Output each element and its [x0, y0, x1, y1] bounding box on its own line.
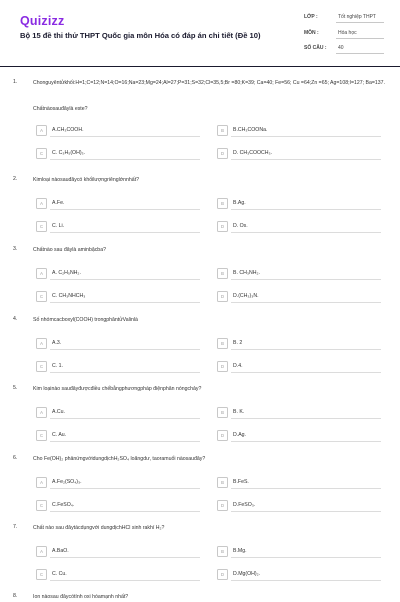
option-underline: [50, 232, 200, 233]
option-letter-box: D: [217, 500, 228, 511]
question-number: 8.: [13, 593, 18, 599]
option-letter-box: B: [217, 546, 228, 557]
quizizz-logo: Quizizz: [20, 14, 65, 28]
option-letter-box: D: [217, 361, 228, 372]
option-letter-box: D: [217, 291, 228, 302]
meta-value: Hóa học: [338, 30, 357, 36]
option-underline: [50, 488, 200, 489]
question-number: 6.: [13, 455, 18, 461]
option-underline: [231, 302, 381, 303]
answer-option[interactable]: [217, 125, 382, 136]
option-underline: [50, 136, 200, 137]
answer-option[interactable]: [36, 407, 201, 418]
question-number: 4.: [13, 316, 18, 322]
option-text: C. Au.: [52, 431, 67, 438]
meta-row: [304, 30, 384, 40]
option-underline: [231, 511, 381, 512]
option-letter-box: A: [36, 125, 47, 136]
option-underline: [50, 209, 200, 210]
option-underline: [231, 372, 381, 373]
answer-option[interactable]: [36, 338, 201, 349]
meta-value: 40: [338, 45, 344, 51]
question-text: Số nhómcacboxyl(COOH) trongphântửValinlà: [33, 317, 138, 323]
option-underline: [231, 349, 381, 350]
option-text: C. Li.: [52, 222, 65, 229]
answer-option[interactable]: [36, 500, 201, 511]
answer-option[interactable]: [217, 477, 382, 488]
option-underline: [231, 418, 381, 419]
option-text: A.3.: [52, 339, 62, 346]
option-underline: [50, 580, 200, 581]
option-letter-box: C: [36, 221, 47, 232]
answer-option[interactable]: [36, 221, 201, 232]
answer-option[interactable]: [217, 569, 382, 580]
option-text: B.FeS.: [233, 478, 249, 485]
option-underline: [231, 580, 381, 581]
meta-row: [304, 45, 384, 55]
option-underline: [231, 488, 381, 489]
answer-option[interactable]: [217, 148, 382, 159]
option-underline: [50, 372, 200, 373]
option-text: B.Ag.: [233, 199, 246, 206]
option-text: C. 1.: [52, 362, 63, 369]
option-text: A.Fe₂(SO₄)₃.: [52, 478, 82, 485]
question-text: Chonguyêntửkhối:H=1;C=12;N=14;O=16;Na=23;Mg=24;Al=27;P=31;S=32;Cl=35,5;Br =80;K=39; Ca=40; Fe=56; Cu =64;Zn =65; Ag=108;I=127; Ba=137.: [33, 80, 386, 86]
answer-option[interactable]: [36, 477, 201, 488]
option-text: D. CH₃COOCH₃.: [233, 149, 273, 156]
answer-option[interactable]: [36, 291, 201, 302]
answer-option[interactable]: [36, 430, 201, 441]
option-letter-box: C: [36, 291, 47, 302]
option-underline: [231, 279, 381, 280]
answer-option[interactable]: [36, 361, 201, 372]
option-underline: [50, 159, 200, 160]
answer-option[interactable]: [36, 198, 201, 209]
option-letter-box: A: [36, 407, 47, 418]
option-letter-box: C: [36, 361, 47, 372]
option-text: D.FeSO₃.: [233, 501, 256, 508]
option-underline: [231, 557, 381, 558]
option-text: C.FeSO₄.: [52, 501, 75, 508]
answer-option[interactable]: [217, 361, 382, 372]
option-underline: [50, 511, 200, 512]
option-letter-box: B: [217, 407, 228, 418]
meta-label: SỐ CÂU :: [304, 45, 327, 51]
option-letter-box: B: [217, 338, 228, 349]
option-letter-box: C: [36, 569, 47, 580]
header-divider: [0, 66, 400, 67]
option-text: C. Cu.: [52, 570, 67, 577]
option-letter-box: C: [36, 148, 47, 159]
option-letter-box: A: [36, 338, 47, 349]
question-subtext: Chấtnàosauđâylà este?: [33, 106, 88, 112]
question-text: Chấtnào sau đâylà aminbậcba?: [33, 247, 106, 253]
answer-option[interactable]: [217, 221, 382, 232]
meta-label: MÔN :: [304, 30, 319, 36]
question-text: Kimloại nàosauđâycó khốilượngriênglớnnhất?: [33, 177, 140, 183]
option-letter-box: B: [217, 477, 228, 488]
option-letter-box: A: [36, 546, 47, 557]
answer-option[interactable]: [217, 268, 382, 279]
question-number: 5.: [13, 385, 18, 391]
option-letter-box: B: [217, 125, 228, 136]
option-letter-box: D: [217, 430, 228, 441]
answer-option[interactable]: [36, 268, 201, 279]
option-underline: [231, 441, 381, 442]
answer-option[interactable]: [217, 430, 382, 441]
answer-option[interactable]: [36, 569, 201, 580]
meta-underline: [336, 38, 384, 39]
option-underline: [50, 557, 200, 558]
option-letter-box: D: [217, 221, 228, 232]
option-text: B.Mg.: [233, 547, 247, 554]
answer-option[interactable]: [36, 546, 201, 557]
answer-option[interactable]: [217, 546, 382, 557]
option-text: D.Mg(OH)₂.: [233, 570, 261, 577]
option-text: A. C₂H₅NH₂.: [52, 269, 81, 276]
option-underline: [50, 349, 200, 350]
option-text: A.CH₃COOH.: [52, 126, 84, 133]
option-text: C. CH₃NHCH₃: [52, 292, 86, 299]
option-letter-box: B: [217, 198, 228, 209]
answer-option[interactable]: [217, 198, 382, 209]
answer-option[interactable]: [217, 407, 382, 418]
option-text: B. CH₃NH₂.: [233, 269, 260, 276]
option-letter-box: C: [36, 500, 47, 511]
option-text: D.Ag.: [233, 431, 246, 438]
answer-option[interactable]: [36, 125, 201, 136]
option-letter-box: B: [217, 268, 228, 279]
option-text: A.Cu.: [52, 408, 65, 415]
question-number: 2.: [13, 176, 18, 182]
question-text: Ion nàosau đâycótính oxi hóamạnh nhất?: [33, 594, 129, 600]
option-underline: [50, 418, 200, 419]
option-text: D.(CH₃)₃N.: [233, 292, 259, 299]
option-underline: [50, 302, 200, 303]
option-text: A.Fe.: [52, 199, 65, 206]
document-title: Bộ 15 đề thi thử THPT Quốc gia môn Hóa có đáp án chi tiết (Đề 10): [20, 31, 261, 40]
question-text: Chất nào sau đâytácdụngvới dungdịchHCl sinh rakhí H₂?: [33, 525, 165, 531]
option-text: D. Os.: [233, 222, 248, 229]
question-text: Kim loạinào sauđâyđượcđiều chếbằngphươngpháp điệnphân nóngchảy?: [33, 386, 202, 392]
option-underline: [231, 136, 381, 137]
option-text: B.CH₃COONa.: [233, 126, 268, 133]
answer-option[interactable]: [217, 500, 382, 511]
option-letter-box: D: [217, 148, 228, 159]
option-underline: [50, 441, 200, 442]
meta-underline: [336, 22, 384, 23]
question-number: 7.: [13, 524, 18, 530]
answer-option[interactable]: [217, 291, 382, 302]
option-letter-box: A: [36, 268, 47, 279]
option-letter-box: A: [36, 477, 47, 488]
option-underline: [231, 232, 381, 233]
question-number: 3.: [13, 246, 18, 252]
question-number: 1.: [13, 79, 18, 85]
option-letter-box: A: [36, 198, 47, 209]
option-underline: [50, 279, 200, 280]
option-letter-box: C: [36, 430, 47, 441]
meta-label: LỚP :: [304, 14, 318, 20]
question-text: Cho Fe(OH)₂ phảnứngvớidungdịchH₂SO₄ loãngdư, taoramuối nàosauđây?: [33, 456, 206, 462]
option-text: C. C₃H₅(OH)₃.: [52, 149, 86, 156]
meta-row: [304, 14, 384, 24]
option-letter-box: D: [217, 569, 228, 580]
option-underline: [231, 209, 381, 210]
answer-option[interactable]: [217, 338, 382, 349]
meta-underline: [336, 53, 384, 54]
option-text: D.4.: [233, 362, 243, 369]
meta-value: Tốt nghiệp THPT: [338, 14, 376, 20]
option-text: B. K.: [233, 408, 245, 415]
option-text: A.BaO.: [52, 547, 69, 554]
answer-option[interactable]: [36, 148, 201, 159]
option-underline: [231, 159, 381, 160]
option-text: B. 2: [233, 339, 243, 346]
